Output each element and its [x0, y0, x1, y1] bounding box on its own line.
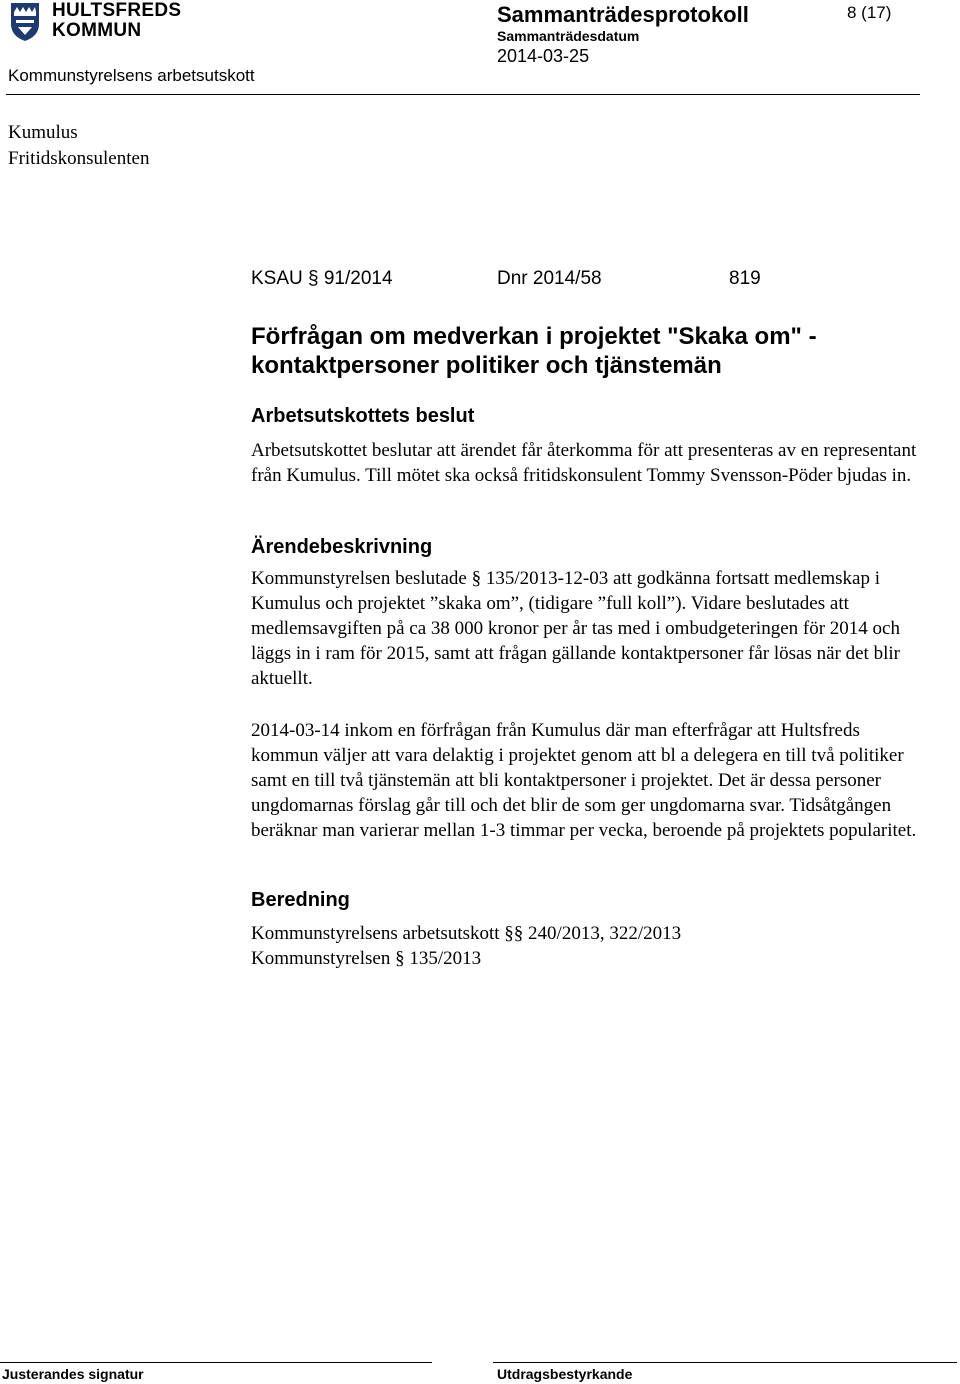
extract-certification-label: Utdragsbestyrkande [497, 1366, 633, 1382]
decision-heading: Arbetsutskottets beslut [251, 405, 475, 427]
municipality-crest-icon [10, 2, 40, 42]
preparation-references [251, 921, 931, 971]
recipient-list [8, 120, 149, 172]
dnr-number: Dnr 2014/58 [497, 268, 602, 289]
decision-text: Arbetsutskottet beslutar att ärendet får återkomma för att presenteras av en representant från Kumulus. Till mötet ska också fritidskonsulent Tommy Svensson-Pöder bjudas in. [251, 440, 917, 486]
signature-label: Justerandes signatur [2, 1366, 144, 1382]
classification-code: 819 [729, 268, 761, 289]
ksau-paragraph: KSAU § 91/2014 [251, 268, 393, 289]
extract-line [493, 1362, 957, 1363]
preparation-reference-1: Kommunstyrelsens arbetsutskott §§ 240/2013, 322/2013 [251, 923, 682, 944]
description-heading: Ärendebeskrivning [251, 536, 433, 558]
page-number: 8 (17) [847, 3, 892, 22]
description-paragraph-1: Kommunstyrelsen beslutade § 135/2013-12-03 att godkänna fortsatt medlemskap i Kumulus och projektet ”skaka om”, (tidigare ”full koll”). Vidare beslutades att medlemsavgiften på ca 38 000 kronor per år tas med i ombudgeteringen för 2014 och läggs in i ram för 2015, samt att frågan gällande kontaktpersoner får lösas när det blir aktuellt. [251, 568, 900, 689]
header-divider [6, 94, 920, 95]
recipient-item: Fritidskonsulenten [8, 148, 150, 169]
meeting-date: 2014-03-25 [497, 46, 590, 66]
description-paragraph-2: 2014-03-14 inkom en förfrågan från Kumulus där man efterfrågar att Hultsfreds kommun väljer att vara delaktig i projektet genom att bl a delegera en till två politiker samt en till två tjänstemän att bli kontaktpersoner i projektet. Det är dessa personer ungdomarnas förslag går till och det blir de som ger ungdomarna svar. Tidsåtgången beräknar man varierar mellan 1-3 timmar per vecka, beroende på projektets popularitet. [251, 720, 917, 841]
logo-text-line-1: HULTSFREDS [52, 0, 182, 21]
recipient-item: Kumulus [8, 122, 78, 143]
committee-name: Kommunstyrelsens arbetsutskott [8, 66, 255, 85]
preparation-heading: Beredning [251, 889, 350, 911]
preparation-reference-2: Kommunstyrelsen § 135/2013 [251, 948, 482, 969]
matter-headline: Förfrågan om medverkan i projektet "Skaka om" - kontaktpersoner politiker och tjänstemän [251, 323, 817, 379]
signature-line [0, 1362, 432, 1363]
meeting-date-label: Sammanträdesdatum [497, 28, 640, 44]
logo-text-line-2: KOMMUN [52, 20, 142, 41]
document-title: Sammanträdesprotokoll [497, 2, 749, 27]
